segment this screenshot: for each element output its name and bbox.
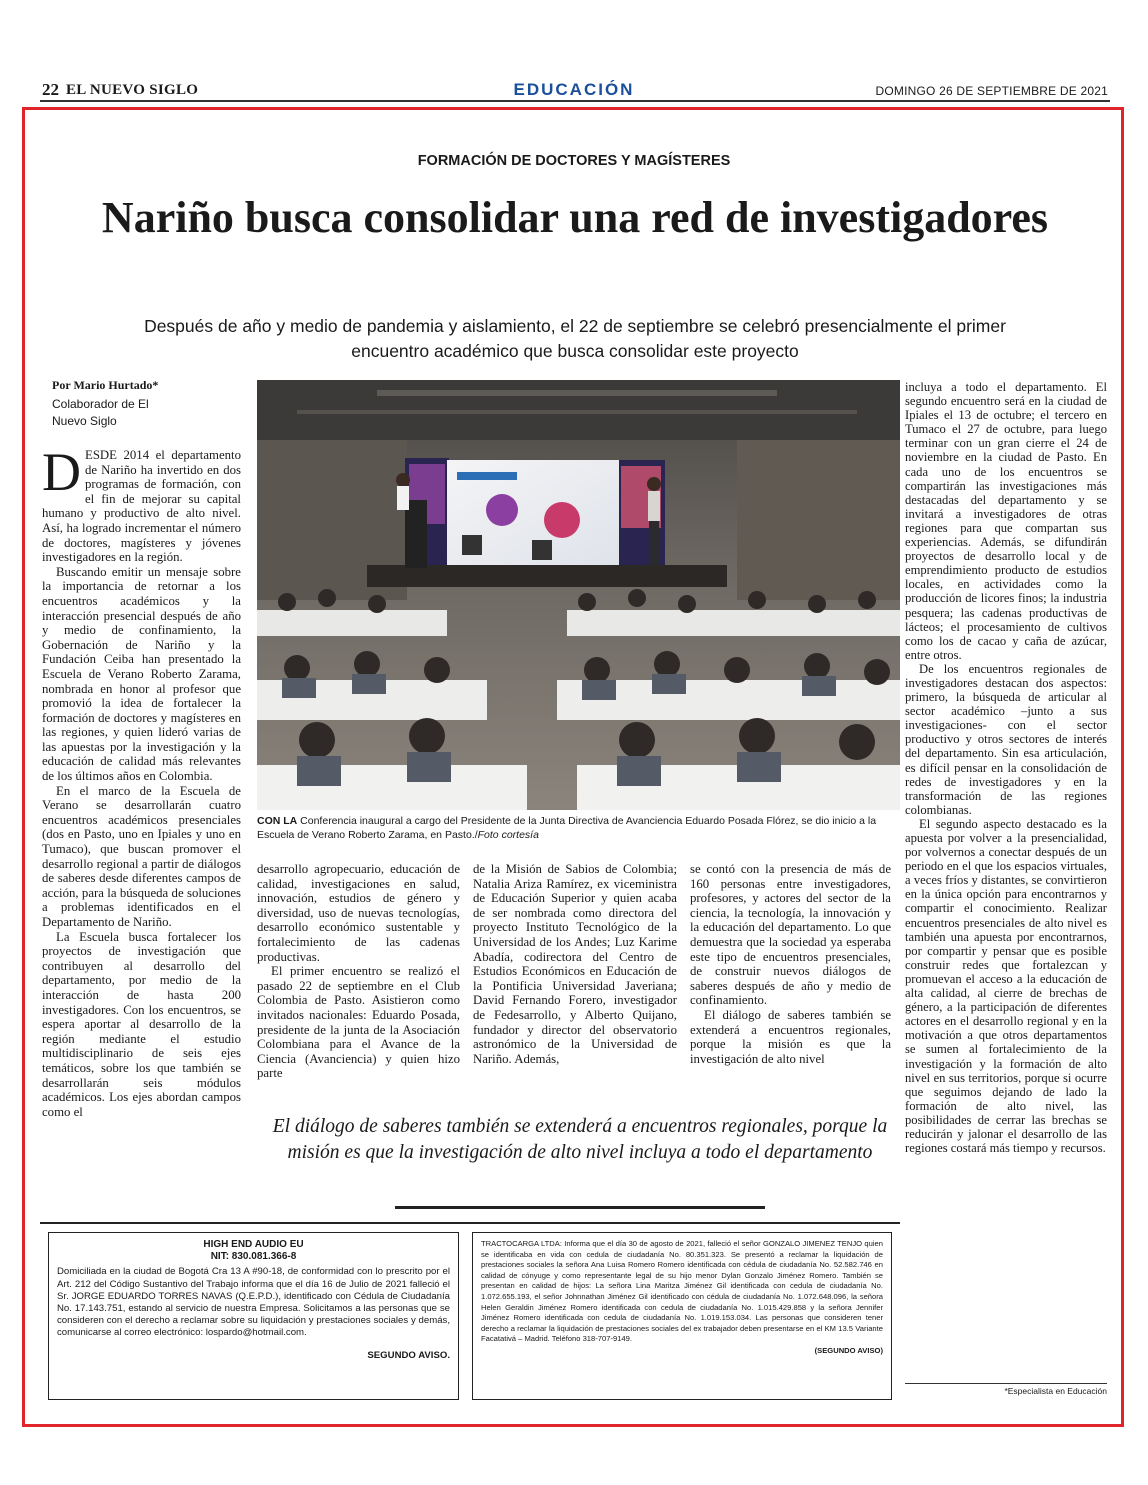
byline: Por Mario Hurtado* [52,378,159,392]
paragraph: La Escuela busca fortalecer los proyectos de investigación que contribuyen al desarrollo del departamento, por medio de la interacción de hasta 200 investigadores. Con los encuentros, se espera aportar al desarrollo de la región mediante el estudio multidisciplinario de seis ejes temáticos, sobre los que también se desarrollarán seis módulos académicos. Los ejes abordan campos como el [42,929,241,1119]
paragraph: El diálogo de saberes también se extenderá a encuentros regionales, porque la misión es que la investigación de alto nivel [690,1007,891,1066]
paragraph: El primer encuentro se realizó el pasado 22 de septiembre en el Club Colombia de Pasto. Asistieron como invitados nacionales: Eduardo Posada, presidente de la junta de la Asociación Colombiana para el Avance de la Ciencia (Avanciencia) y quien hizo parte [257,964,460,1081]
lead-paragraph [42,442,241,565]
ad2-notice: (SEGUNDO AVISO) [814,1345,883,1355]
paragraph: El segundo aspecto destacado es la apuesta por volver a la presencialidad, por volvernos a conectar después de un periodo en el que los espacios virtuales, a veces fríos y distantes, se convirtieron en la única opción para encontrarnos y compartir el conocimiento. Realizar encuentros presenciales de alto nivel es también una apuesta por encontrarnos, por compartir y pensar que es posible construir redes que fortalezcan y promuevan el acceso a la educación de alta calidad, al cierre de brechas de género, a la participación de diferentes actores en el desarrollo regional y en la motivación a que otros departamentos se sumen al fortalecimiento de la investigación y la formación de alto nivel en sus territorios, porque si ocurre que seguimos dejando de lado la formación de alto nivel, las posibilidades de cerrar las brechas se reducirán y jalonar el desarrollo de las regiones costará más tiempo y recursos. [905,816,1107,1156]
pull-quote: El diálogo de saberes también se extenderá a encuentros regionales, porque la misión es que la investigación de alto nivel incluya a todo el departamento [272,1116,888,1163]
section-title: EDUCACIÓN [513,80,635,99]
pull-quote-rule [395,1206,765,1209]
paragraph: En el marco de la Escuela de Verano se desarrollarán cuatro encuentros académicos presenciales (dos en Pasto, uno en Ipiales y uno en Tumaco), que buscan promover el desarrollo regional a partir de diálogos de saberes desde diferentes campos de acción, para la búsqueda de soluciones a problemas identificados en el Departamento de Nariño. [42,783,241,929]
ad1-nit: NIT: 830.081.366-8 [210,1251,297,1263]
article-subhead: Después de año y medio de pandemia y aislamiento, el 22 de septiembre se celebró presencialmente el primer encuentro académico que busca consolidar este proyecto [144,316,1006,361]
article-kicker: FORMACIÓN DE DOCTORES Y MAGÍSTERES [417,153,731,169]
legal-notice-ad-1 [48,1232,459,1400]
caption-credit: Foto cortesía [477,829,539,841]
article-column-3 [473,862,677,1066]
newspaper-name: EL NUEVO SIGLO [66,82,199,98]
article-column-4 [690,862,891,1066]
article-column-2 [257,862,460,1081]
author-footnote: *Especialista en Educación [905,1383,1107,1396]
ad1-title: HIGH END AUDIO EU [203,1239,304,1250]
article-column-1 [42,442,241,1119]
article-headline: Nariño busca consolidar una red de investigadores [101,193,1049,242]
conference-photo [257,380,900,810]
photo-caption [257,814,900,842]
header-rule [40,100,1110,102]
legal-notice-ad-2 [472,1232,892,1400]
ads-rule [40,1222,900,1224]
article-column-5 [905,380,1107,1155]
paragraph: de la Misión de Sabios de Colombia; Natalia Ariza Ramírez, ex viceministra de Educación Superior y quien acaba de ser nombrada como directora del proyecto Instituto Tecnológico de la Universidad de los Andes; Luz Karime Abadía, codirectora del Centro de Estudios Económicos en Educación de la Pontificia Universidad Javeriana; David Fernando Forero, investigador de Fedesarrollo, y Alberto Quijano, fundador y director del observatorio astronómico de la Universidad de Nariño. Además, [473,862,677,1066]
paragraph: Buscando emitir un mensaje sobre la importancia de retornar a los encuentros académicos y la interacción presencial después de año y medio de confinamiento, la Gobernación de Nariño y la Fundación Ceiba han presentado la Escuela de Verano Roberto Zarama, nombrada en honor al profesor que promovió la idea de fortalecer la formación de doctores y magísteres en las regiones, y quien lideró varias de las apuestas por la investigación y la educación de calidad más relevantes de los últimos años en Colombia. [42,564,241,784]
drop-cap: D [42,442,81,502]
paragraph: se contó con la presencia de más de 160 personas entre investigadores, profesores, y actores del sector de la ciencia, la tecnología, la innovación y la educación del departamento. Lo que demuestra que la sociedad ya esperaba este tipo de encuentros presenciales, de construir nuevos diálogos de saberes después de año y medio de confinamiento. [690,862,891,1008]
caption-lead: CON LA [257,815,298,827]
byline-role: Colaborador de El Nuevo Siglo [52,397,149,428]
page-number: 22 [42,80,59,99]
ad1-notice: SEGUNDO AVISO. [367,1349,450,1361]
paragraph: De los encuentros regionales de investigadores destacan dos aspectos: primero, la búsqueda de articular al sector académico –junto a sus investigaciones- con el sector productivo y otros sectores de interés del departamento. Sin esa articulación, es difícil pensar en la consolidación de redes de investigadores y en la transformación de las regiones colombianas. [905,661,1107,817]
caption-text: Conferencia inaugural a cargo del Presidente de la Junta Directiva de Avanciencia Eduardo Posada Flórez, se dio inicio a la Escuela de Verano Roberto Zarama, en Pasto./ [257,815,877,841]
issue-date: DOMINGO 26 DE SEPTIEMBRE DE 2021 [875,84,1108,98]
paragraph: desarrollo agropecuario, educación de calidad, investigaciones en salud, innovación, estudios de género y diversidad, uso de nuevas tecnologías, desarrollo económico sustentable y fortalecimiento de las cadenas productivas. [257,862,460,964]
lead-text: ESDE 2014 el departamento de Nariño ha invertido en dos programas de formación, con el fin de mejorar su capital humano y productivo de alto nivel. Así, ha logrado incrementar el número de doctores, magísteres y jóvenes investigadores en la región. [42,448,241,565]
ad2-body: TRACTOCARGA LTDA: Informa que el día 30 de agosto de 2021, falleció el señor GONZALO JIMENEZ TENJO quien se identificaba en vida con cedula de ciudadanía No. 80.351.323. Se presentó a reclamar la liquidación de prestaciones sociales la señora Ana Luisa Romero Romero identificada con cédula de ciudadanía No. 52.582.746 en calidad de cónyuge y como representante legal de su hijo menor Dylan Gonzalo Jiménez Romero. También se presentan en calidad de hijos: La señora Lina Maritza Jiménez Gil identificada con cedula de ciudadanía No. 1.072.655.193, el señor Johnnathan Jiménez Gil identificado con cédula de ciudadanía No. 1.072.648.096, la señora Helen Geraldin Jiménez Romero identificada con cedula de ciudadanía No. 1.015.429.858 y la señora Jennifer Jiménez Romero identificada con cedula de ciudadanía No. 1.019.153.034. Las personas que consideren tener derecho a reclamar la liquidación de prestaciones sociales del ex trabajador deben presentarse en el KM 13.5 Variante Facatativá – Madrid. Teléfono 318-707-9149. [481,1239,883,1344]
ad1-body: Domiciliada en la ciudad de Bogotá Cra 13 A #90-18, de conformidad con lo prescrito por el Art. 212 del Código Sustantivo del Trabajo informa que el día 16 de Julio de 2021 falleció el Sr. JORGE EDUARDO TORRES NAVAS (Q.E.P.D.), identificado con Cédula de Ciudadanía No. 17.143.751, estando al servicio de nuestra Empresa. Solicitamos a las personas que se consideren con el derecho a reclamar sobre su liquidación y prestaciones sociales y demás, comunicarse al correo electrónico: lospardo@hotmail.com. [57,1266,450,1339]
paragraph: incluya a todo el departamento. El segundo encuentro será en la ciudad de Ipiales el 13 de octubre; el tercero en Tumaco el 27 de octubre, para luego terminar con un gran cierre el 24 de noviembre en la ciudad de Pasto. En cada uno de los encuentros se compartirán las investigaciones más destacadas del departamento y se invitará a investigadores de otras regiones para que compartan sus experiencias. Además, se difundirán proyectos de desarrollo local y de emprendimiento producto de estudios locales, en actividades como la producción de licores finos; la industria pesquera; las cadenas productivas de lácteos; el procesamiento de cultivos como los de cacao y caña de azúcar, entre otros. [905,380,1107,662]
